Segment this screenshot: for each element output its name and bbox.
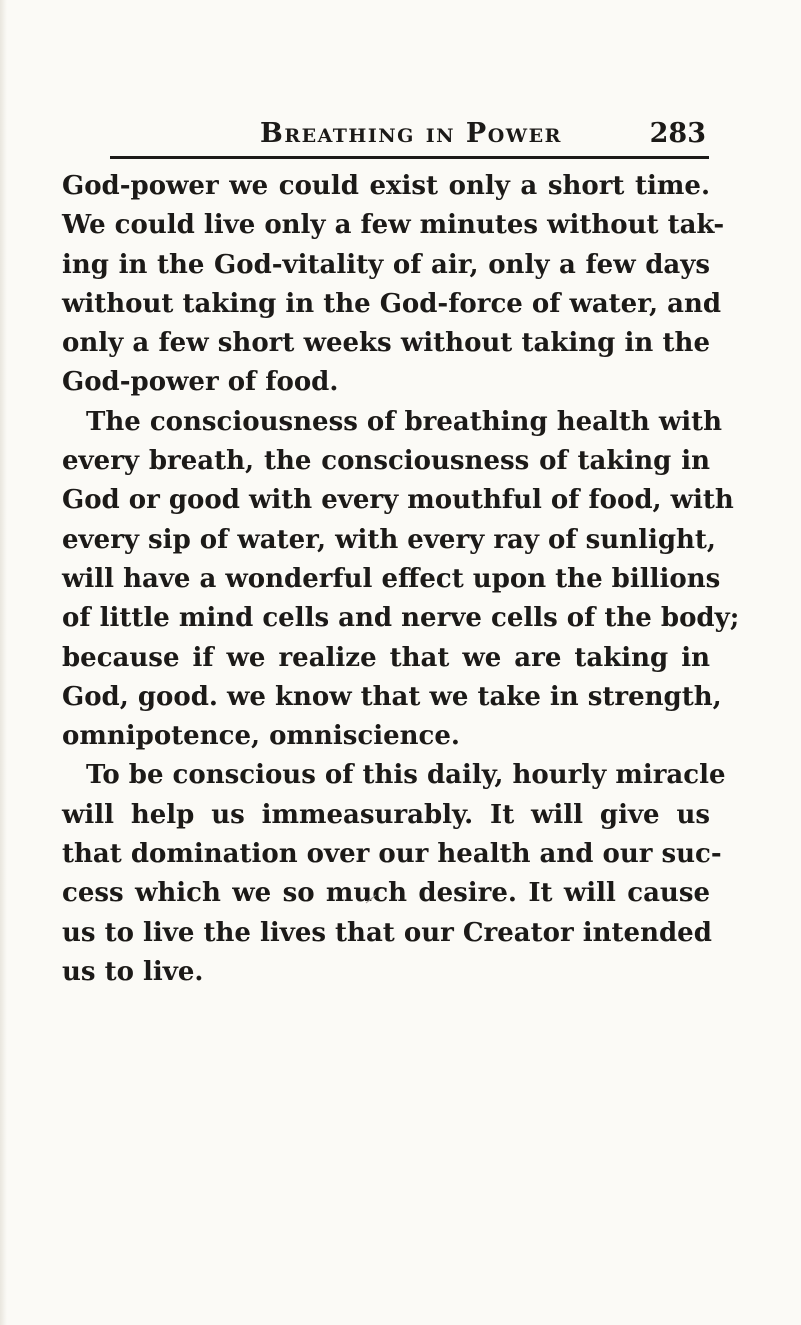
text-line: that domination over our health and our suc- bbox=[62, 839, 722, 870]
text-line: cess which we so much desire. It will cause bbox=[62, 878, 710, 909]
text-line: without taking in the God-force of water, and bbox=[62, 288, 722, 319]
running-head bbox=[110, 118, 710, 152]
text-line: will have a wonderful effect upon the billions bbox=[62, 563, 721, 594]
text-line: us to live. bbox=[62, 956, 204, 987]
text-line: ing in the God-vitality of air, only a few days bbox=[62, 249, 710, 280]
text-line: God-power of food. bbox=[62, 367, 339, 398]
text-line: every sip of water, with every ray of sunlight, bbox=[62, 524, 716, 555]
text-line: us to live the lives that our Creator intended bbox=[62, 917, 712, 948]
text-line: God or good with every mouthful of food, with bbox=[62, 485, 734, 516]
pencil-mark bbox=[365, 894, 377, 904]
text-line: God, good. we know that we take in strength, bbox=[62, 681, 722, 712]
text-line: of little mind cells and nerve cells of the body; bbox=[62, 603, 740, 634]
text-line: every breath, the consciousness of taking in bbox=[62, 446, 710, 477]
text-line: To be conscious of this daily, hourly miracle bbox=[86, 760, 726, 791]
text-line: because if we realize that we are taking in bbox=[62, 642, 710, 673]
text-line: omnipotence, omniscience. bbox=[62, 721, 460, 752]
running-head-title: Breathing in Power bbox=[260, 118, 562, 149]
text-line: The consciousness of breathing health with bbox=[86, 406, 722, 437]
body-text bbox=[62, 167, 740, 992]
page-edge-shadow bbox=[0, 0, 7, 1325]
text-line: will help us immeasurably. It will give us bbox=[62, 799, 710, 830]
text-line: We could live only a few minutes without tak- bbox=[62, 210, 725, 241]
text-line: only a few short weeks without taking in the bbox=[62, 328, 710, 359]
header-rule bbox=[110, 156, 709, 159]
page-number: 283 bbox=[649, 118, 706, 149]
text-line: God-power we could exist only a short time. bbox=[62, 171, 710, 201]
